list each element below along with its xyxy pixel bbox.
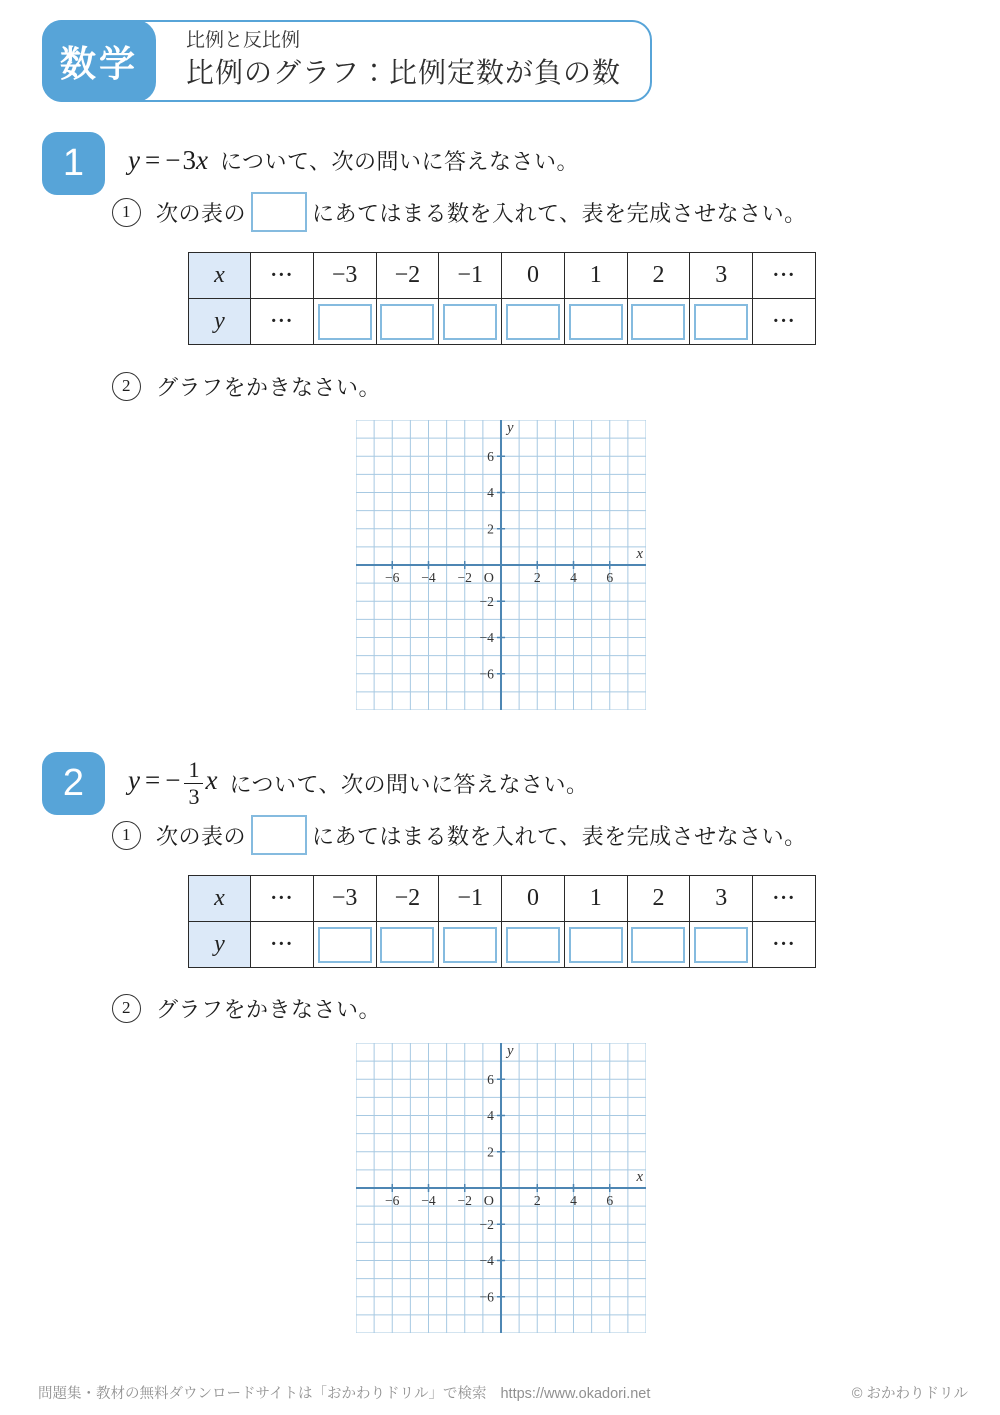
x-value-cell: −3 xyxy=(313,876,376,922)
answer-box[interactable] xyxy=(380,304,434,340)
worksheet-header xyxy=(42,20,652,102)
row-header-y: y xyxy=(189,922,251,968)
ellipsis-cell: ··· xyxy=(251,299,314,345)
problem-1-question-1 xyxy=(112,190,807,234)
circled-number-2 xyxy=(112,994,141,1023)
row-header-x: x xyxy=(189,253,251,299)
svg-text:−6: −6 xyxy=(479,1289,494,1305)
subject-badge xyxy=(42,20,156,102)
problem-2-equation xyxy=(128,757,217,809)
table-row-y xyxy=(189,922,816,968)
svg-text:−4: −4 xyxy=(479,630,494,646)
y-answer-cell xyxy=(439,299,502,345)
problem-2-value-table xyxy=(188,875,816,968)
svg-text:O: O xyxy=(483,1193,494,1210)
y-answer-cell xyxy=(313,922,376,968)
circled-number-2-digit: 2 xyxy=(122,998,131,1017)
circled-number-1 xyxy=(112,821,141,850)
svg-text:−2: −2 xyxy=(479,593,494,609)
svg-text:−2: −2 xyxy=(457,1193,472,1209)
x-value-cell: 1 xyxy=(564,253,627,299)
svg-text:2: 2 xyxy=(533,1193,541,1209)
circled-number-2-digit: 2 xyxy=(122,376,131,395)
footer-site-url: https://www.okadori.net xyxy=(500,1386,651,1402)
x-value-cell: −2 xyxy=(376,253,439,299)
y-answer-cell xyxy=(564,922,627,968)
answer-box[interactable] xyxy=(443,927,497,963)
x-value-cell: 2 xyxy=(627,876,690,922)
answer-box[interactable] xyxy=(380,927,434,963)
y-answer-cell xyxy=(376,922,439,968)
svg-text:y: y xyxy=(507,1043,514,1060)
svg-text:−6: −6 xyxy=(385,1193,400,1209)
equals-sign: = xyxy=(144,765,161,796)
y-answer-cell xyxy=(627,299,690,345)
svg-text:4: 4 xyxy=(570,1193,577,1209)
row-header-x: x xyxy=(189,876,251,922)
coordinate-grid-2-svg[interactable] xyxy=(356,1043,646,1333)
equals-sign: = xyxy=(144,144,161,175)
problem-2-number: 2 xyxy=(62,762,85,804)
svg-text:4: 4 xyxy=(487,485,494,501)
answer-box[interactable] xyxy=(631,304,685,340)
page-footer xyxy=(38,1382,968,1403)
problem-2-question-1 xyxy=(112,813,807,857)
question-1-text-before: 次の表の xyxy=(156,200,247,226)
answer-box[interactable] xyxy=(506,927,560,963)
ellipsis-cell: ··· xyxy=(753,876,816,922)
circled-number-2 xyxy=(112,372,141,401)
svg-text:−6: −6 xyxy=(385,570,400,586)
ellipsis-cell: ··· xyxy=(251,922,314,968)
ellipsis-cell: ··· xyxy=(251,253,314,299)
y-answer-cell xyxy=(439,922,502,968)
answer-box[interactable] xyxy=(569,927,623,963)
svg-text:−4: −4 xyxy=(479,1253,494,1269)
inline-answer-box[interactable] xyxy=(251,192,307,232)
table-row-y xyxy=(189,299,816,345)
unit-category: 比例と反比例 xyxy=(186,30,301,51)
answer-box[interactable] xyxy=(443,304,497,340)
svg-text:6: 6 xyxy=(606,1193,614,1209)
problem-1-question-2 xyxy=(112,366,381,406)
footer-copyright: © おかわりドリル xyxy=(851,1386,968,1402)
coordinate-grid-1[interactable] xyxy=(356,420,646,710)
footer-site-description: 問題集・教材の無料ダウンロードサイトは「おかわりドリル」で検索 xyxy=(38,1386,487,1402)
x-value-cell: −3 xyxy=(313,253,376,299)
fraction-denominator: 3 xyxy=(188,783,200,809)
problem-2-number-badge xyxy=(42,752,105,815)
ellipsis-cell: ··· xyxy=(753,922,816,968)
question-1-text-before: 次の表の xyxy=(156,823,247,849)
svg-text:y: y xyxy=(507,420,514,437)
answer-box[interactable] xyxy=(506,304,560,340)
y-answer-cell xyxy=(690,299,753,345)
coordinate-grid-2[interactable] xyxy=(356,1043,646,1333)
problem-2-question-2 xyxy=(112,988,381,1028)
svg-text:4: 4 xyxy=(570,570,577,586)
problem-1-value-table xyxy=(188,252,816,345)
x-value-cell: −1 xyxy=(439,876,502,922)
answer-box[interactable] xyxy=(318,927,372,963)
minus-sign: − xyxy=(165,765,181,796)
x-value-cell: 3 xyxy=(690,876,753,922)
x-value-cell: 3 xyxy=(690,253,753,299)
question-2-text: グラフをかきなさい。 xyxy=(156,996,382,1022)
svg-text:2: 2 xyxy=(487,1144,494,1160)
subject-badge-label: 数学 xyxy=(59,42,138,84)
problem-1-instruction: について、次の問いに答えなさい。 xyxy=(219,148,580,174)
answer-box[interactable] xyxy=(631,927,685,963)
circled-number-1-digit: 1 xyxy=(122,202,131,221)
header-text xyxy=(186,28,642,92)
y-answer-cell xyxy=(690,922,753,968)
y-answer-cell xyxy=(564,299,627,345)
ellipsis-cell: ··· xyxy=(251,876,314,922)
svg-text:6: 6 xyxy=(487,1071,494,1087)
fraction-numerator: 1 xyxy=(184,757,203,783)
x-value-cell: 0 xyxy=(502,253,565,299)
question-2-text: グラフをかきなさい。 xyxy=(156,374,382,400)
svg-text:−6: −6 xyxy=(479,666,494,682)
svg-text:6: 6 xyxy=(487,448,494,464)
problem-2-instruction: について、次の問いに答えなさい。 xyxy=(229,771,589,797)
equation-variable-y: y xyxy=(128,765,140,796)
coefficient: 3 xyxy=(182,144,196,175)
page-title: 比例のグラフ：比例定数が負の数 xyxy=(186,57,622,88)
svg-text:2: 2 xyxy=(487,521,494,537)
minus-sign: − xyxy=(165,144,181,175)
svg-text:O: O xyxy=(483,570,494,587)
y-answer-cell xyxy=(502,922,565,968)
x-value-cell: 1 xyxy=(564,876,627,922)
y-answer-cell xyxy=(313,299,376,345)
svg-text:−4: −4 xyxy=(421,570,436,586)
table-row-x xyxy=(189,876,816,922)
svg-text:−2: −2 xyxy=(479,1216,494,1232)
equation-variable-x: x xyxy=(195,144,208,175)
circled-number-1 xyxy=(112,198,141,227)
ellipsis-cell: ··· xyxy=(753,253,816,299)
fraction xyxy=(184,757,203,809)
answer-box[interactable] xyxy=(569,304,623,340)
x-value-cell: 0 xyxy=(502,876,565,922)
question-1-text-after: にあてはまる数を入れて、表を完成させなさい。 xyxy=(312,200,807,226)
problem-1-equation xyxy=(128,145,208,176)
problem-1-number: 1 xyxy=(62,142,85,184)
answer-box[interactable] xyxy=(318,304,372,340)
circled-number-1-digit: 1 xyxy=(122,825,131,844)
ellipsis-cell: ··· xyxy=(753,299,816,345)
y-answer-cell xyxy=(627,922,690,968)
question-1-text-after: にあてはまる数を入れて、表を完成させなさい。 xyxy=(312,823,807,849)
footer-left xyxy=(38,1382,650,1403)
svg-text:4: 4 xyxy=(487,1108,494,1124)
svg-text:x: x xyxy=(636,545,643,562)
answer-box[interactable] xyxy=(694,304,748,340)
svg-text:−4: −4 xyxy=(421,1193,436,1209)
svg-text:−2: −2 xyxy=(457,570,472,586)
problem-1-number-badge xyxy=(42,132,105,195)
inline-answer-box[interactable] xyxy=(251,815,307,855)
table-row-x xyxy=(189,253,816,299)
svg-text:6: 6 xyxy=(606,570,614,586)
x-value-cell: −2 xyxy=(376,876,439,922)
y-answer-cell xyxy=(376,299,439,345)
coordinate-grid-1-svg[interactable] xyxy=(356,420,646,710)
problem-2-statement xyxy=(128,744,589,822)
svg-text:2: 2 xyxy=(533,570,541,586)
row-header-y: y xyxy=(189,299,251,345)
equation-variable-x: x xyxy=(205,765,218,796)
answer-box[interactable] xyxy=(694,927,748,963)
equation-variable-y: y xyxy=(128,144,140,175)
y-answer-cell xyxy=(502,299,565,345)
problem-1-statement xyxy=(128,138,579,182)
svg-text:x: x xyxy=(636,1168,643,1185)
x-value-cell: −1 xyxy=(439,253,502,299)
x-value-cell: 2 xyxy=(627,253,690,299)
